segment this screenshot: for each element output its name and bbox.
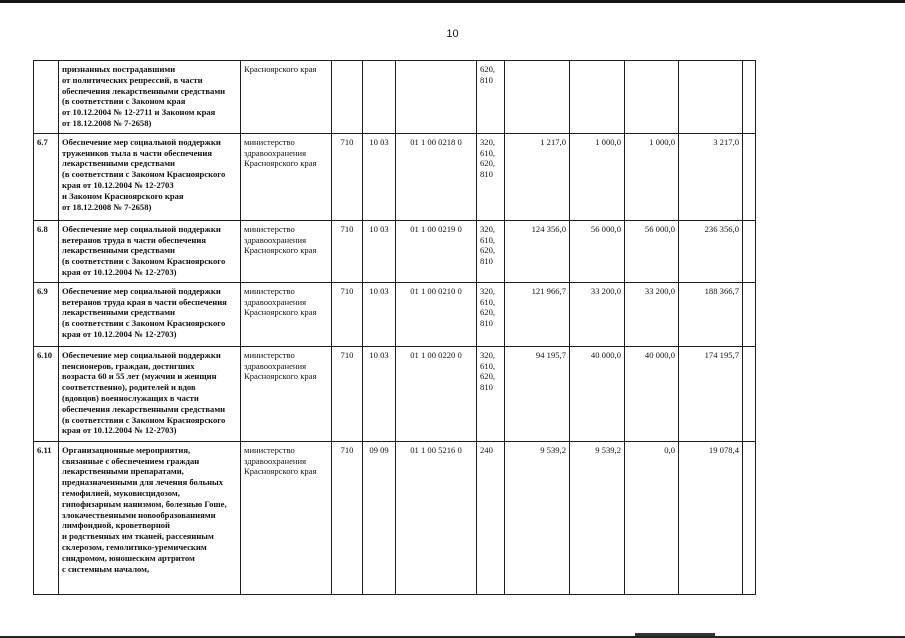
amount-total — [679, 61, 743, 134]
measure-name: Обеспечение мер социальной поддержки ветеранов труда в части обеспечения лекарственными средствами (в соответствии с Законом Красноярского края от 10.12.2004 № 12-2703) — [59, 220, 241, 282]
target-article-code: 01 1 00 5216 0 — [396, 441, 477, 594]
table-row — [34, 441, 756, 594]
amount-year-2 — [570, 61, 625, 134]
grbs-code: 710 — [332, 346, 363, 441]
row-number: 6.10 — [34, 346, 59, 441]
measure-name: признанных пострадавшими от политических репрессий, в части обеспечения лекарственными средствами (в соответствии с Законом края от 10.12.2004 № 12-2711 и Законом края от 18.12.2008 № 7-2658) — [59, 61, 241, 134]
agency-name: министерство здравоохранения Красноярского края — [241, 346, 332, 441]
agency-name: министерство здравоохранения Красноярского края — [241, 441, 332, 594]
row-number: 6.8 — [34, 220, 59, 282]
table-row — [34, 133, 756, 220]
amount-year-2: 33 200,0 — [570, 282, 625, 346]
section-code: 10 03 — [363, 220, 396, 282]
amount-year-1: 94 195,7 — [505, 346, 570, 441]
measure-name: Обеспечение мер социальной поддержки тружеников тыла в части обеспечения лекарственными средствами (в соответствии с Законом Красноярского края от 10.12.2004 № 12-2703 и Законом Красноярского края от 18.12.2008 № 7-2658) — [59, 133, 241, 220]
budget-table — [33, 60, 756, 595]
amount-total: 236 356,0 — [679, 220, 743, 282]
grbs-code: 710 — [332, 133, 363, 220]
agency-name: министерство здравоохранения Красноярского края — [241, 282, 332, 346]
amount-year-1: 124 356,0 — [505, 220, 570, 282]
top-border-line — [0, 0, 905, 3]
section-code: 09 09 — [363, 441, 396, 594]
target-article-code: 01 1 00 0210 0 — [396, 282, 477, 346]
amount-year-2: 9 539,2 — [570, 441, 625, 594]
grbs-code: 710 — [332, 441, 363, 594]
amount-year-2: 56 000,0 — [570, 220, 625, 282]
expense-type-codes: 320, 610, 620, 810 — [477, 282, 505, 346]
amount-year-3: 33 200,0 — [625, 282, 679, 346]
amount-year-2: 1 000,0 — [570, 133, 625, 220]
agency-name: Красноярского края — [241, 61, 332, 134]
grbs-code: 710 — [332, 282, 363, 346]
table-row — [34, 61, 756, 134]
extra-column — [743, 282, 756, 346]
amount-year-3: 0,0 — [625, 441, 679, 594]
amount-year-3 — [625, 61, 679, 134]
extra-column — [743, 220, 756, 282]
row-number: 6.7 — [34, 133, 59, 220]
section-code — [363, 61, 396, 134]
row-number: 6.9 — [34, 282, 59, 346]
table-body — [34, 61, 756, 595]
amount-year-1: 9 539,2 — [505, 441, 570, 594]
expense-type-codes: 240 — [477, 441, 505, 594]
extra-column — [743, 346, 756, 441]
row-number — [34, 61, 59, 134]
amount-year-3: 40 000,0 — [625, 346, 679, 441]
section-code: 10 03 — [363, 346, 396, 441]
expense-type-codes: 320, 610, 620, 810 — [477, 220, 505, 282]
amount-total: 174 195,7 — [679, 346, 743, 441]
amount-total: 19 078,4 — [679, 441, 743, 594]
target-article-code: 01 1 00 0220 0 — [396, 346, 477, 441]
target-article-code: 01 1 00 0218 0 — [396, 133, 477, 220]
amount-year-3: 56 000,0 — [625, 220, 679, 282]
agency-name: министерство здравоохранения Красноярского края — [241, 220, 332, 282]
extra-column — [743, 441, 756, 594]
extra-column — [743, 61, 756, 134]
amount-year-1 — [505, 61, 570, 134]
measure-name: Организационные мероприятия, связанные с обеспечением граждан лекарственными препаратами, предназначенными для лечения больных гемофилией, муковисцидозом, гипофизарным нанизмом, болезнью Гоше, злокачественными новообразованиями лимфоидной, кроветворной и родственных им тканей, рассеянным склерозом, гемолитико-уремическим синдромом, юношеским артритом с системным началом, — [59, 441, 241, 594]
amount-year-1: 1 217,0 — [505, 133, 570, 220]
agency-name: министерство здравоохранения Красноярского края — [241, 133, 332, 220]
target-article-code: 01 1 00 0219 0 — [396, 220, 477, 282]
measure-name: Обеспечение мер социальной поддержки ветеранов труда края в части обеспечения лекарственными средствами (в соответствии с Законом Красноярского края от 10.12.2004 № 12-2703) — [59, 282, 241, 346]
amount-year-3: 1 000,0 — [625, 133, 679, 220]
expense-type-codes: 320, 610, 620, 810 — [477, 346, 505, 441]
page-number: 10 — [446, 28, 459, 40]
table-row — [34, 220, 756, 282]
target-article-code — [396, 61, 477, 134]
extra-column — [743, 133, 756, 220]
section-code: 10 03 — [363, 133, 396, 220]
amount-total: 188 366,7 — [679, 282, 743, 346]
amount-year-1: 121 966,7 — [505, 282, 570, 346]
grbs-code: 710 — [332, 220, 363, 282]
grbs-code — [332, 61, 363, 134]
table-row — [34, 282, 756, 346]
row-number: 6.11 — [34, 441, 59, 594]
measure-name: Обеспечение мер социальной поддержки пенсионеров, граждан, достигших возраста 60 и 55 лет (мужчин и женщин соответственно), родителей и вдов (вдовцов) военнослужащих в части обеспечения лекарственными средствами (в соответствии с Законом Красноярского края от 10.12.2004 № 12-2703) — [59, 346, 241, 441]
amount-year-2: 40 000,0 — [570, 346, 625, 441]
expense-type-codes: 620, 810 — [477, 61, 505, 134]
expense-type-codes: 320, 610, 620, 810 — [477, 133, 505, 220]
amount-total: 3 217,0 — [679, 133, 743, 220]
section-code: 10 03 — [363, 282, 396, 346]
table-row — [34, 346, 756, 441]
